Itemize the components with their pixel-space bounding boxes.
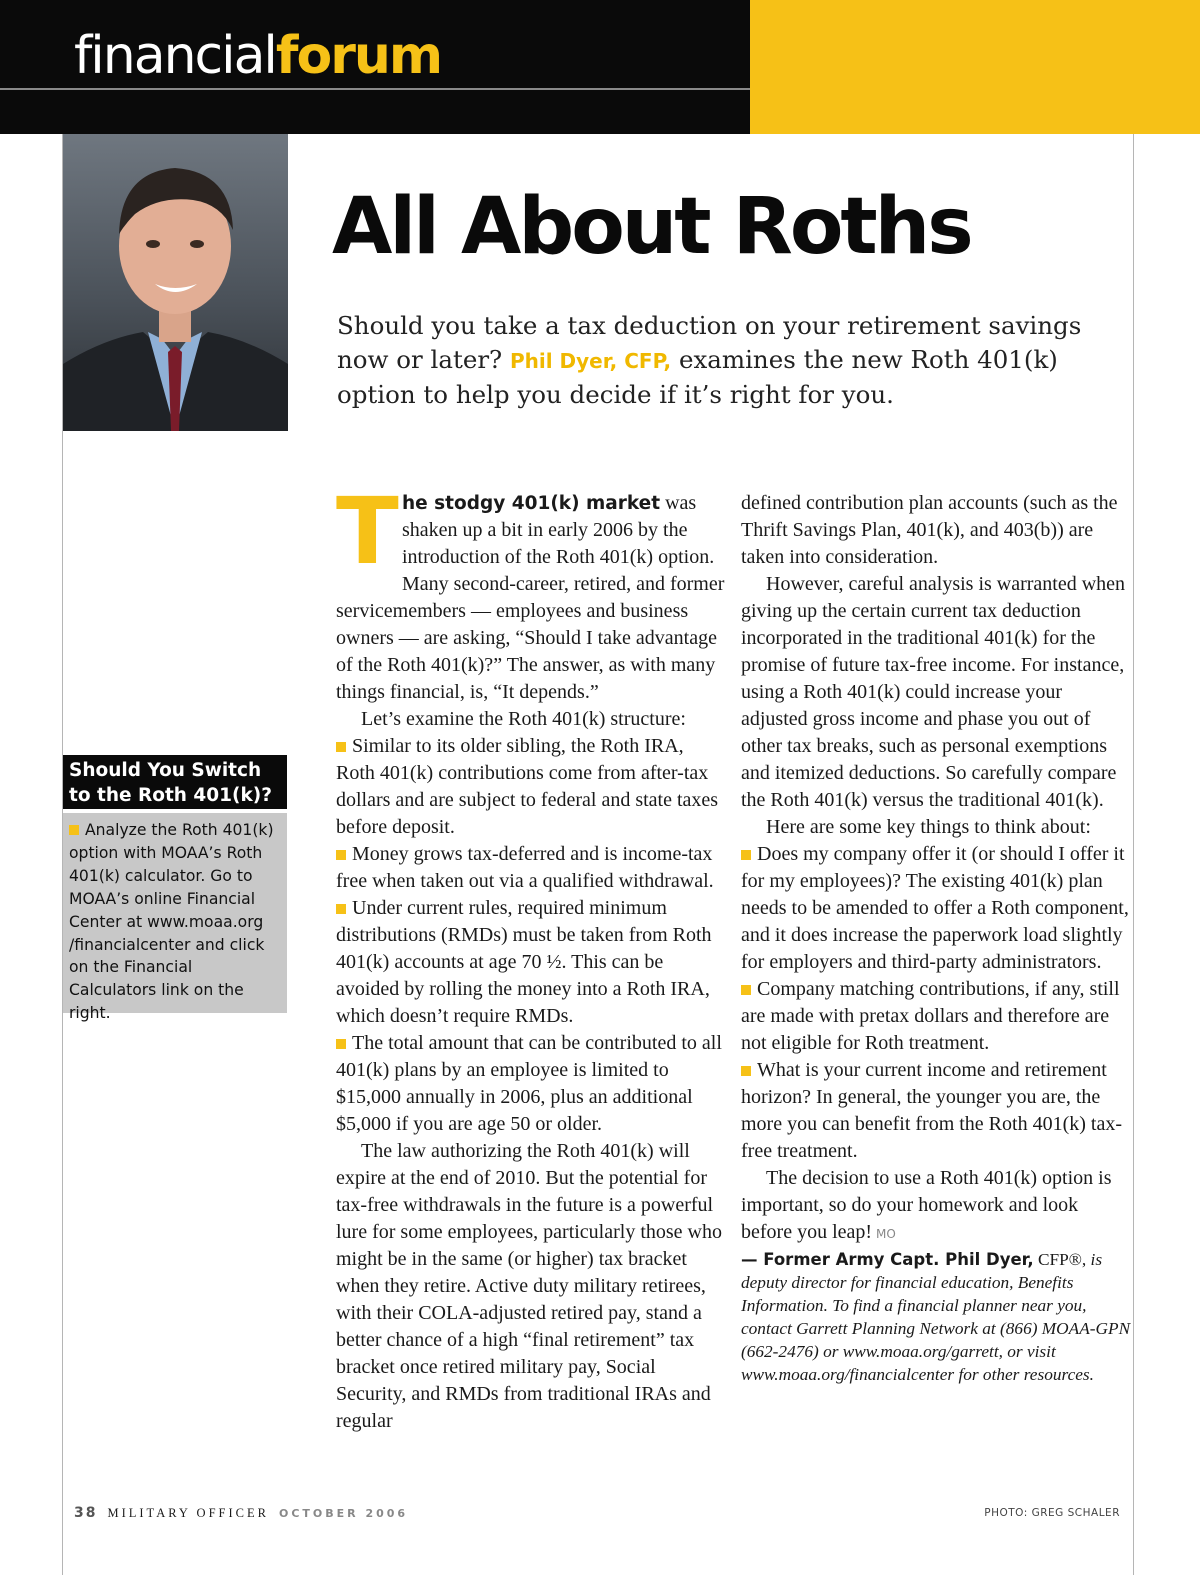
- bullet-item: [741, 841, 1131, 976]
- bullet-square-icon: [69, 825, 79, 835]
- drop-cap: T: [336, 478, 399, 585]
- bullet-text: Does my company offer it (or should I offer it for my employees)? The existing 401(k) plan needs to be amended to offer a Roth component, and it does increase the paperwork load slightly for employers and third-party administrators.: [741, 843, 1129, 973]
- bullet-square-icon: [336, 1039, 346, 1049]
- paragraph-intro: [336, 478, 726, 706]
- masthead-word-financial: financial: [74, 26, 276, 86]
- author-bio: [741, 1248, 1131, 1386]
- conclusion-text: The decision to use a Roth 401(k) option is important, so do your homework and look before you leap!: [741, 1167, 1112, 1243]
- author-portrait-icon: [63, 134, 288, 431]
- bullet-text: Under current rules, required minimum distributions (RMDs) must be taken from Roth 401(k) accounts at age 70 ½. This can be avoided by rolling the money into a Roth IRA, which doesn’t require RMDs.: [336, 897, 712, 1027]
- page-number: 38: [74, 1505, 98, 1521]
- intro-text: was shaken up a bit in early 2006 by the introduction of the Roth 401(k) option. Many second-career, retired, and former servicemembers — employees and business owners — are asking, “Should I take advantage of the Roth 401(k)?” The answer, as with many things financial, is, “It depends.”: [336, 492, 725, 703]
- bullet-text: Similar to its older sibling, the Roth IRA, Roth 401(k) contributions come from after-tax dollars and are subject to federal and state taxes before deposit.: [336, 735, 719, 838]
- author-photo: [63, 134, 288, 431]
- bullet-item: [336, 733, 726, 841]
- bullet-square-icon: [336, 904, 346, 914]
- right-column-rule: [1133, 134, 1134, 1575]
- page-footer: [74, 1505, 408, 1521]
- sidebar-title: Should You Switch to the Roth 401(k)?: [63, 755, 287, 809]
- issue-date: OCTOBER 2006: [278, 1507, 409, 1520]
- bullet-item: [336, 841, 726, 895]
- bio-text: is deputy director for financial education, Benefits Information. To find a financial planner near you, contact Garrett Planning Network at (866) MOAA-GPN (662-2476) or www.moaa.org/garrett, or visit www.moaa.org/financialcenter for other resources.: [741, 1250, 1131, 1384]
- bio-credential: CFP®,: [1033, 1250, 1087, 1269]
- bullet-square-icon: [741, 850, 751, 860]
- bullet-square-icon: [336, 742, 346, 752]
- header-yellow-band: [750, 0, 1200, 134]
- section-masthead: [74, 26, 442, 86]
- bullet-text: Money grows tax-deferred and is income-tax free when taken out via a qualified withdrawal.: [336, 843, 714, 892]
- paragraph-conclusion: [741, 1165, 1131, 1248]
- bullet-text: The total amount that can be contributed to all 401(k) plans by an employee is limited to $15,000 annually in 2006, plus an additional $5,000 if you are age 50 or older.: [336, 1032, 722, 1135]
- bullet-text: Company matching contributions, if any, still are made with pretax dollars and therefore are not eligible for Roth treatment.: [741, 978, 1120, 1054]
- bio-name: — Former Army Capt. Phil Dyer,: [741, 1250, 1034, 1269]
- bullet-item: [336, 895, 726, 1030]
- bullet-item: [741, 976, 1131, 1057]
- paragraph-continued: defined contribution plan accounts (such as the Thrift Savings Plan, 401(k), and 403(b)) are taken into consideration.: [741, 492, 1118, 568]
- bullet-square-icon: [336, 850, 346, 860]
- article-column-2: [741, 490, 1131, 1386]
- bullet-text: What is your current income and retirement horizon? In general, the younger you are, the more you can benefit from the Roth 401(k) tax-free treatment.: [741, 1059, 1122, 1162]
- paragraph-key-things: Here are some key things to think about:: [766, 816, 1091, 838]
- bullet-square-icon: [741, 985, 751, 995]
- bullet-square-icon: [741, 1066, 751, 1076]
- deck-text-after: examines the new Roth 401(k) option to help you decide if it’s right for you.: [337, 345, 1058, 409]
- masthead-word-forum: forum: [275, 26, 442, 86]
- article-headline: All About Roths: [332, 182, 971, 272]
- bullet-item: [741, 1057, 1131, 1165]
- article-deck: [337, 309, 1097, 412]
- deck-text-before: Should you take a tax deduction on your retirement savings now or later?: [337, 311, 1082, 374]
- paragraph-analysis: However, careful analysis is warranted when giving up the certain current tax deduction incorporated in the traditional 401(k) for the promise of future tax-free income. For instance, using a Roth 401(k) could increase your adjusted gross income and phase you out of other tax breaks, such as personal exemptions and itemized deductions. So carefully compare the Roth 401(k) versus the traditional 401(k).: [741, 573, 1126, 811]
- paragraph-law: The law authorizing the Roth 401(k) will expire at the end of 2010. But the potential for tax-free withdrawals in the future is a powerful lure for some employees, particularly those who might be in the same (or higher) tax bracket when they retire. Active duty military retirees, with their COLA-adjusted retired pay, stand a better chance of a high “final retirement” tax bracket once retired military pay, Social Security, and RMDs from traditional IRAs and regular: [336, 1140, 722, 1432]
- lead-in: he stodgy 401(k) market: [402, 493, 661, 514]
- header-divider: [0, 88, 750, 90]
- end-mark: MO: [876, 1227, 896, 1241]
- photo-credit: PHOTO: GREG SCHALER: [984, 1507, 1120, 1519]
- sidebar-text: Analyze the Roth 401(k) option with MOAA’s Roth 401(k) calculator. Go to MOAA’s online Financial Center at www.moaa.org /financialcenter and click on the Financial Calculators link on the right.: [69, 821, 274, 1023]
- sidebar-body: [63, 813, 287, 1023]
- paragraph-structure: Let’s examine the Roth 401(k) structure:: [361, 708, 686, 730]
- bullet-item: [336, 1030, 726, 1138]
- article-column-1: [336, 478, 726, 1435]
- deck-author: Phil Dyer, CFP,: [509, 349, 672, 373]
- publication-name: MILITARY OFFICER: [107, 1506, 269, 1520]
